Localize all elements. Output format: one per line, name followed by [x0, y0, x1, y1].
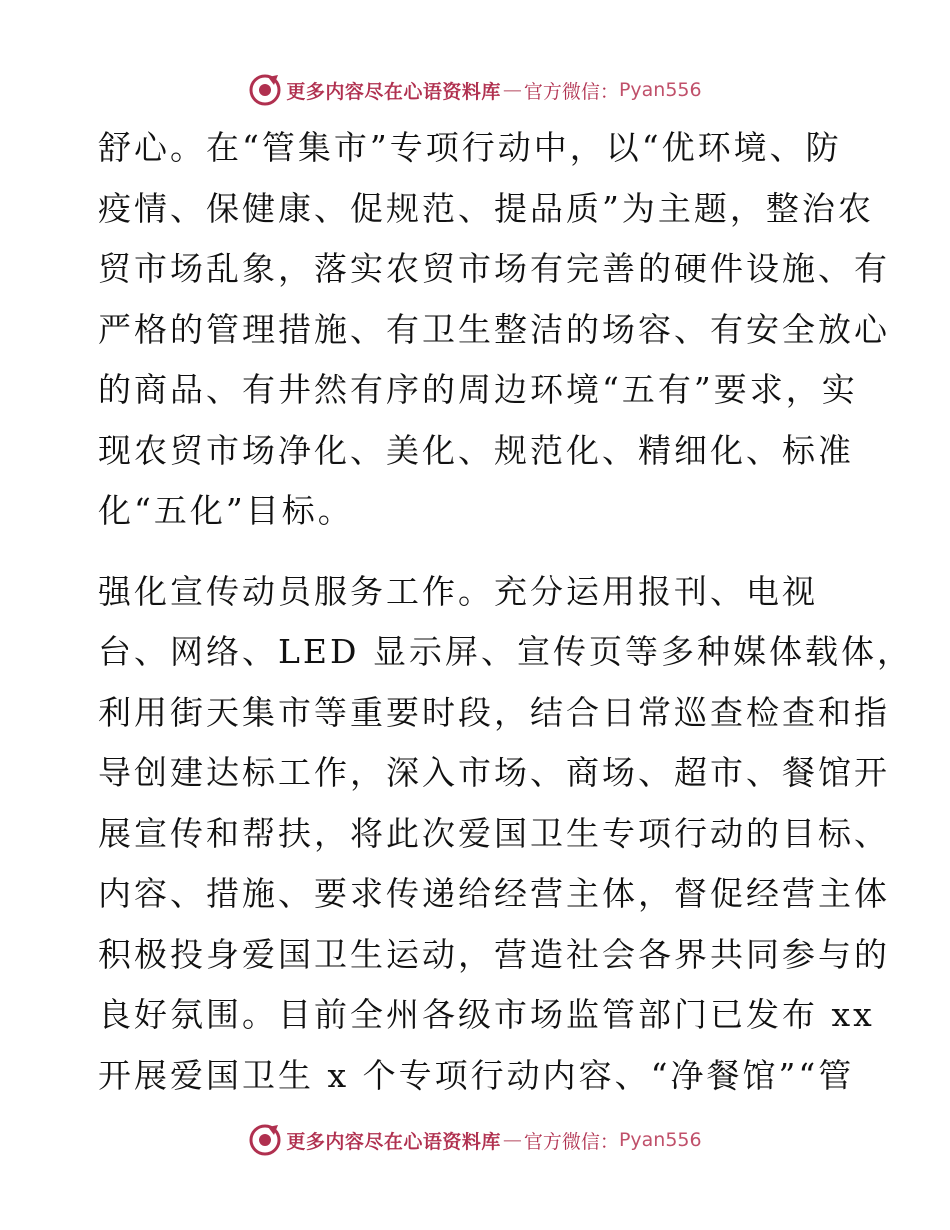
paragraph-1: [98, 118, 890, 542]
watermark-main-text: 更多内容尽在心语资料库: [286, 80, 501, 103]
watermark-label: 官方微信：: [523, 80, 619, 103]
text-line: 的商品、有井然有序的周边环境“五有”要求，实: [98, 370, 858, 409]
footer-watermark: [0, 1120, 950, 1160]
brand-logo-icon: [248, 1123, 282, 1157]
text-line: 现农贸市场净化、美化、规范化、精细化、标准: [98, 430, 854, 470]
watermark-wechat-id: Pyan556: [618, 79, 702, 101]
watermark-separator: —: [502, 1129, 522, 1151]
text-line: 导创建达标工作，深入市场、商场、超市、餐馆开: [98, 753, 890, 792]
text-line: 良好氛围。目前全州各级市场监管部门已发布 xx: [98, 995, 875, 1034]
text-line: 台、网络、LED 显示屏、宣传页等多种媒体载体，: [98, 632, 913, 671]
text-line: 疫情、保健康、促规范、提品质”为主题，整治农: [98, 188, 874, 228]
document-body: [98, 118, 913, 1106]
watermark-main-text: 更多内容尽在心语资料库: [286, 1130, 501, 1153]
text-line: 积极投身爱国卫生运动，营造社会各界共同参与的: [98, 934, 890, 974]
text-line: 利用街天集市等重要时段，结合日常巡查检查和指: [98, 692, 890, 732]
text-line: 严格的管理措施、有卫生整洁的场容、有安全放心: [98, 309, 890, 349]
text-line: 强化宣传动员服务工作。充分运用报刊、电视: [98, 571, 818, 611]
brand-logo-icon: [248, 73, 282, 107]
paragraph-2: [98, 562, 913, 1107]
text-line: 开展爱国卫生 x 个专项行动内容、“净餐馆”“管: [98, 1055, 855, 1095]
watermark-wechat-id: Pyan556: [618, 1129, 702, 1151]
text-line: 贸市场乱象，落实农贸市场有完善的硬件设施、有: [98, 249, 890, 288]
text-line: 展宣传和帮扶，将此次爱国卫生专项行动的目标、: [98, 813, 890, 853]
text-line: 化“五化”目标。: [98, 491, 354, 530]
text-line: 内容、措施、要求传递给经营主体，督促经营主体: [98, 874, 890, 913]
text-line: 舒心。在“管集市”专项行动中，以“优环境、防: [98, 128, 842, 167]
header-watermark: [0, 70, 950, 110]
watermark-separator: —: [502, 79, 522, 101]
watermark-label: 官方微信：: [523, 1130, 619, 1153]
paragraph-gap: [98, 542, 858, 562]
